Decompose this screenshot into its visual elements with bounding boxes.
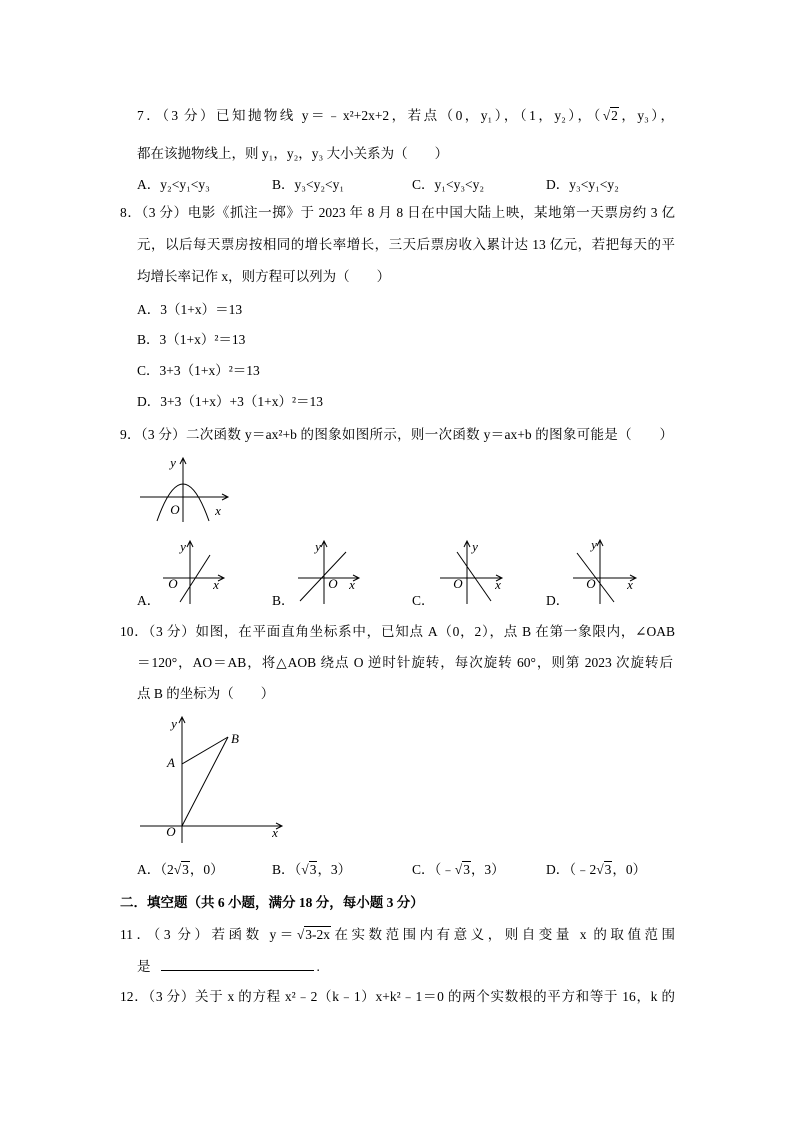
sqrt-sign: √ [602,108,611,123]
option-text-tail: ，3） [317,862,352,877]
q9-parabola-figure [140,455,228,522]
sqrt-sign: √ [596,862,604,877]
sqrt-sign: √ [301,862,309,877]
q7-option-c: C．y₁<y₃<y₂ [412,177,485,192]
q7-option-b: B．y₃<y₂<y₁ [272,177,345,192]
q9-stem-line-1: 9．（3 分）二次函数 y＝ax²+b 的图象如图所示，则一次函数 y＝ax+b 的图象可能是（ ） [120,427,673,442]
q9-option-a-label: A． [137,593,161,608]
x-axis-label: x [627,577,633,592]
q10-stem-line-3: 点 B 的坐标为（ ） [137,686,275,701]
q9-option-b-label: B． [272,593,295,608]
sqrt-radicand: 3 [309,862,317,877]
x-axis-label: x [349,577,355,592]
sqrt-radicand: 3 [182,862,189,877]
option-text: D．（﹣2 [546,862,597,877]
option-text-tail: ，3） [470,862,505,877]
q9-option-b-graph [298,539,359,604]
q8-option-c: C．3+3（1+x）²＝13 [137,363,260,378]
sqrt-radicand: 2 [611,108,618,123]
q7-stem-line-2: 都在该抛物线上，则 y₁，y₂，y₃ 大小关系为（ ） [137,146,449,161]
x-axis-label: x [495,577,501,592]
q9-x-axis-label: x [215,503,221,518]
origin-label: O [586,576,596,591]
option-text: C．（﹣ [412,862,455,877]
q10-triangle-figure [140,716,282,843]
y-axis-label: y [315,539,321,554]
q11-stem-text: 11．（3 分）若函数 y＝ [120,927,297,942]
sqrt-radicand: 3 [463,862,470,877]
origin-label: O [453,576,463,591]
q7-stem-text-tail: ，y₃）， [618,108,674,123]
q9-option-c-graph [440,539,502,604]
q9-option-d-label: D． [546,593,570,608]
q8-stem-line-2: 元，以后每天票房按相同的增长率增长，三天后票房收入累计达 13 亿元，若把每天的平 [137,237,675,252]
q8-option-b: B．3（1+x）²＝13 [137,332,246,347]
option-text-tail: ，0） [189,862,224,877]
origin-label: O [328,576,338,591]
point-a-label: A [167,755,175,770]
sqrt-radicand: 3 [604,862,612,877]
q11-stem-text-tail: 在实数范围内有意义，则自变量 x 的取值范围 [330,927,676,942]
q10-origin-label: O [166,824,176,839]
sqrt-radicand: 3-2x [305,927,330,942]
q10-stem-line-1: 10．（3 分）如图，在平面直角坐标系中，已知点 A（0，2），点 B 在第一象限内，∠OAB [120,624,675,639]
q8-option-d: D．3+3（1+x）+3（1+x）²＝13 [137,394,324,409]
q10-y-axis-label: y [171,716,177,731]
y-axis-label: y [180,539,186,554]
point-b-label: B [231,731,239,746]
x-axis-label: x [213,577,219,592]
q10-stem-line-2: ＝120°，AO＝AB，将△AOB 绕点 O 逆时针旋转，每次旋转 60°，则第 2023 次旋转后 [137,655,673,670]
q8-stem-line-1: 8．（3 分）电影《抓注一掷》于 2023 年 8 月 8 日在中国大陆上映，某地第一天票房约 3 亿 [120,205,675,220]
q9-origin-label: O [170,502,180,517]
q7-option-a: A．y₂<y₁<y₃ [137,177,210,192]
sqrt-sign: √ [296,927,305,942]
q9-option-c-label: C． [412,593,435,608]
q10-x-axis-label: x [272,825,278,840]
y-axis-label: y [472,539,478,554]
origin-label: O [168,576,178,591]
sqrt-sign: √ [454,862,463,877]
q9-option-a-graph [163,539,224,604]
q12-stem-line-1: 12．（3 分）关于 x 的方程 x²﹣2（k﹣1）x+k²﹣1＝0 的两个实数根的平方和等于 16，k 的 [120,989,675,1004]
q9-y-axis-label: y [170,455,176,470]
q8-option-a: A．3（1+x）＝13 [137,302,243,317]
section-heading-fill-in: 二．填空题（共 6 小题，满分 18 分，每小题 3 分） [120,895,424,910]
linear-function-line [300,552,346,601]
y-axis-label: y [591,537,597,552]
q11-answer-suffix: . [316,959,320,974]
option-text: B．（ [272,862,302,877]
q8-stem-line-3: 均增长率记作 x，则方程可以列为（ ） [137,269,391,284]
sqrt-sign: √ [173,862,182,877]
q7-stem-text: 7．（3 分）已知抛物线 y＝﹣x²+2x+2，若点（0，y₁），（1，y₂），（ [137,108,603,123]
option-text-tail: ，0） [612,862,647,877]
q7-option-d: D．y₃<y₁<y₂ [546,177,619,192]
q9-option-d-graph [573,537,636,604]
q11-answer-prefix: 是 [137,959,151,974]
option-text: A．（2 [137,862,174,877]
